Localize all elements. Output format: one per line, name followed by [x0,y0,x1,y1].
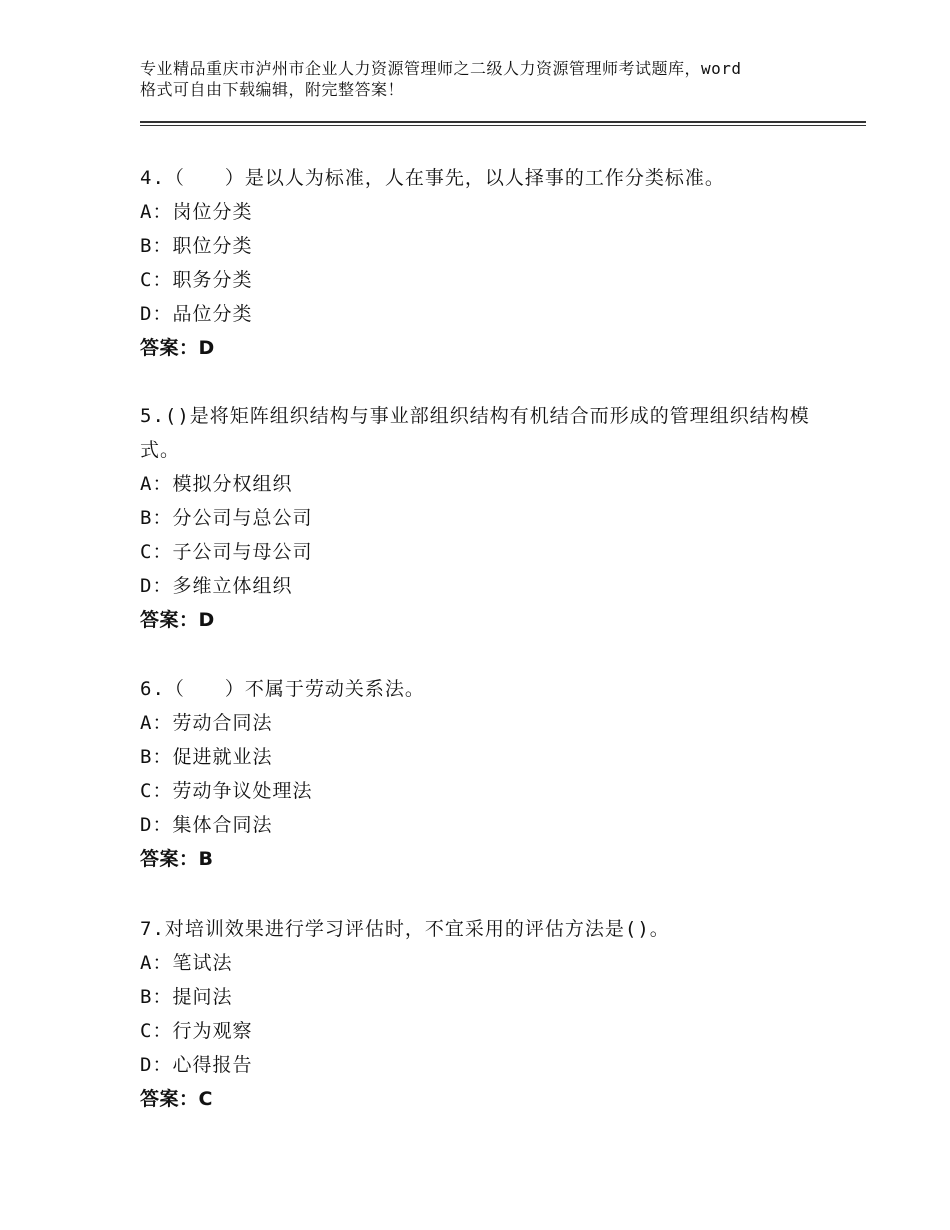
option-d: D：心得报告 [140,1054,253,1076]
option-c: C：子公司与母公司 [140,541,313,563]
option-b: B：促进就业法 [140,746,273,768]
question-stem: 4.（ ）是以人为标准，人在事先，以人择事的工作分类标准。 [140,167,725,189]
option-d: D：多维立体组织 [140,575,293,597]
option-a: A：模拟分权组织 [140,473,293,495]
question-4 [140,161,820,365]
header-divider-thick [140,121,866,123]
header-line-1: 专业精品重庆市泸州市企业人力资源管理师之二级人力资源管理师考试题库，word [140,59,742,78]
option-d: D：集体合同法 [140,814,273,836]
answer: 答案：B [140,848,214,870]
header-divider-thin [140,125,866,126]
answer: 答案：D [140,609,215,631]
option-b: B：提问法 [140,986,233,1008]
option-c: C：行为观察 [140,1020,253,1042]
option-a: A：劳动合同法 [140,712,273,734]
option-c: C：职务分类 [140,269,253,291]
question-stem: 5.()是将矩阵组织结构与事业部组织结构有机结合而形成的管理组织结构模式。 [140,405,810,461]
question-stem: 6.（ ）不属于劳动关系法。 [140,678,425,700]
document-header [140,58,840,100]
option-b: B：职位分类 [140,235,253,257]
option-b: B：分公司与总公司 [140,507,313,529]
question-6 [140,672,820,876]
option-a: A：笔试法 [140,952,233,974]
question-5 [140,399,820,637]
option-c: C：劳动争议处理法 [140,780,313,802]
answer: 答案：C [140,1088,213,1110]
option-d: D：品位分类 [140,303,253,325]
option-a: A：岗位分类 [140,201,253,223]
question-stem: 7.对培训效果进行学习评估时，不宜采用的评估方法是()。 [140,918,670,940]
question-7 [140,912,820,1116]
header-line-2: 格式可自由下载编辑，附完整答案！ [140,80,405,99]
answer: 答案：D [140,337,215,359]
